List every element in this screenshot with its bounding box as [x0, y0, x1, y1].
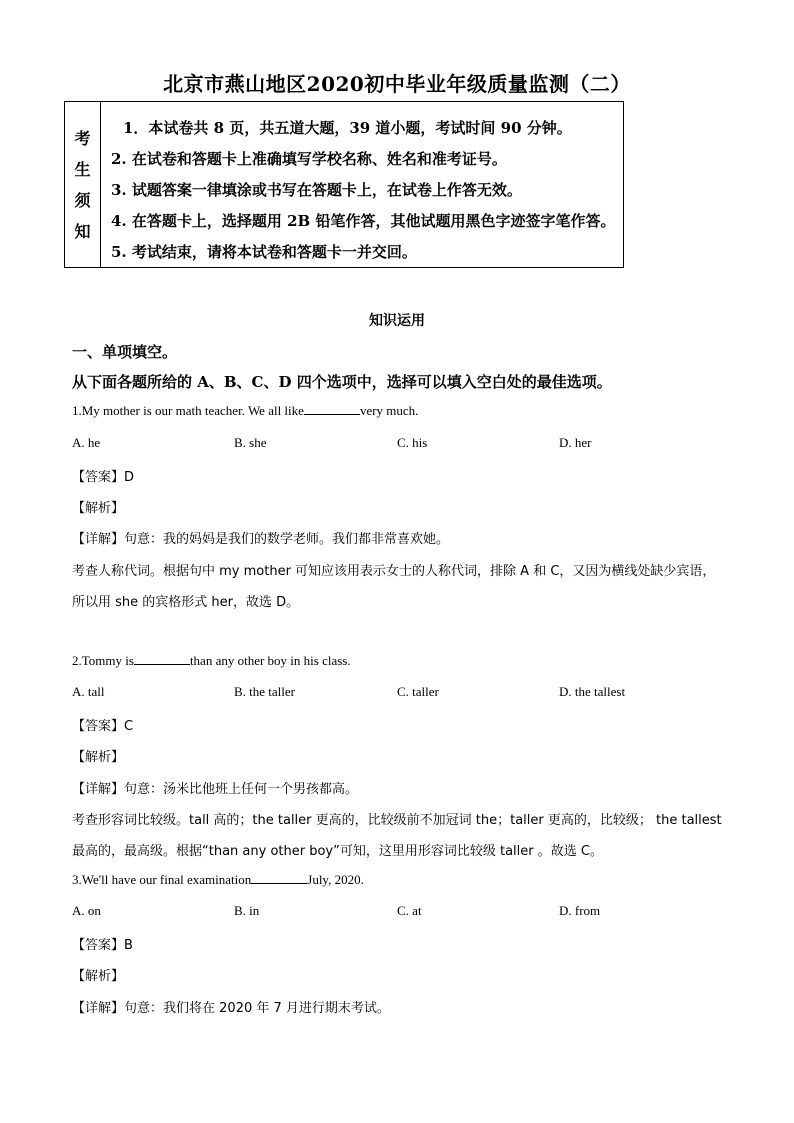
notice-item: 3. 试题答案一律填涂或书写在答题卡上，在试卷上作答无效。 [111, 181, 522, 199]
question-2-option-c: C. taller [397, 684, 439, 699]
page-title: 北京市燕山地区2020初中毕业年级质量监测（二） [163, 72, 631, 96]
notice-item: 4. 在答题卡上，选择题用 2B 铅笔作答，其他试题用黑色字迹签字笔作答。 [111, 212, 616, 230]
question-2-explanation-line: 最高的，最高级。根据“than any other boy”可知，这里用形容词比较级 taller 。故选 C。 [72, 844, 603, 859]
notice-label-char: 考 [74, 128, 91, 148]
stem-text: very much. [359, 403, 419, 418]
question-1-option-b: B. she [234, 435, 267, 450]
answer-value: B [124, 938, 133, 953]
answer-label: 【答案】 [72, 938, 125, 953]
question-3-option-b: B. in [234, 903, 260, 918]
question-3-analysis-label: 【解析】 [72, 969, 125, 984]
question-1-option-a: A. he [72, 435, 101, 450]
stem-text: July, 2020. [307, 872, 364, 887]
answer-label: 【答案】 [72, 470, 125, 485]
question-2-stem [72, 653, 351, 669]
detail-text: 句意：我的妈妈是我们的数学老师。我们都非常喜欢她。 [124, 532, 450, 547]
question-3-stem [72, 872, 364, 888]
question-1-analysis-label: 【解析】 [72, 501, 125, 516]
question-2-detail [72, 778, 358, 797]
detail-label: 【详解】 [72, 782, 125, 797]
question-2-option-a: A. tall [72, 684, 105, 699]
notice-label-char: 知 [74, 221, 91, 241]
detail-label: 【详解】 [72, 532, 125, 547]
question-1-stem [72, 403, 418, 419]
instruction: 从下面各题所给的 A、B、C、D 四个选项中，选择可以填入空白处的最佳选项。 [72, 373, 612, 391]
stem-text: 3.We'll have our final examination [72, 872, 252, 887]
question-2-option-d: D. the tallest [559, 684, 626, 699]
question-1-answer [72, 466, 134, 485]
notice-label [65, 102, 101, 267]
question-3-option-c: C. at [397, 903, 422, 918]
question-1-explanation-line: 所以用 she 的宾格形式 her，故选 D。 [72, 595, 300, 610]
answer-blank [304, 403, 360, 415]
answer-value: D [124, 470, 135, 485]
question-3-option-d: D. from [559, 903, 601, 918]
stem-text: 1.My mother is our math teacher. We all like [72, 403, 304, 418]
question-1-option-c: C. his [397, 435, 428, 450]
answer-value: C [124, 719, 134, 734]
question-2-analysis-label: 【解析】 [72, 750, 125, 765]
detail-text: 句意：汤米比他班上任何一个男孩都高。 [124, 782, 359, 797]
question-3-answer [72, 934, 133, 953]
notice-item: 2. 在试卷和答题卡上准确填写学校名称、姓名和准考证号。 [111, 150, 507, 168]
detail-text: 句意：我们将在 2020 年 7 月进行期末考试。 [124, 1001, 390, 1016]
question-1-detail [72, 528, 449, 547]
question-1-option-d: D. her [559, 435, 592, 450]
stem-text: than any other boy in his class. [189, 653, 351, 668]
answer-blank [251, 872, 307, 884]
question-1-explanation-line: 考查人称代词。根据句中 my mother 可知应该用表示女士的人称代词，排除 A 和 C，又因为横线处缺少宾语， [72, 564, 716, 579]
answer-label: 【答案】 [72, 719, 125, 734]
notice-item: 5. 考试结束，请将本试卷和答题卡一并交回。 [111, 243, 417, 261]
notice-item: 1．本试卷共 8 页，共五道大题，39 道小题，考试时间 90 分钟。 [123, 119, 572, 137]
answer-blank [134, 653, 190, 665]
question-3-detail [72, 997, 390, 1016]
question-3-option-a: A. on [72, 903, 101, 918]
notice-label-char: 须 [74, 190, 91, 210]
notice-label-char: 生 [74, 159, 91, 179]
question-2-answer [72, 715, 133, 734]
detail-label: 【详解】 [72, 1001, 125, 1016]
notice-box [64, 101, 624, 268]
section-title: 知识运用 [369, 313, 425, 329]
question-2-option-b: B. the taller [234, 684, 296, 699]
stem-text: 2.Tommy is [72, 653, 134, 668]
part-heading: 一、单项填空。 [72, 343, 178, 361]
question-2-explanation-line: 考查形容词比较级。tall 高的；the taller 更高的，比较级前不加冠词 the；taller 更高的，比较级； the tallest [72, 813, 722, 828]
